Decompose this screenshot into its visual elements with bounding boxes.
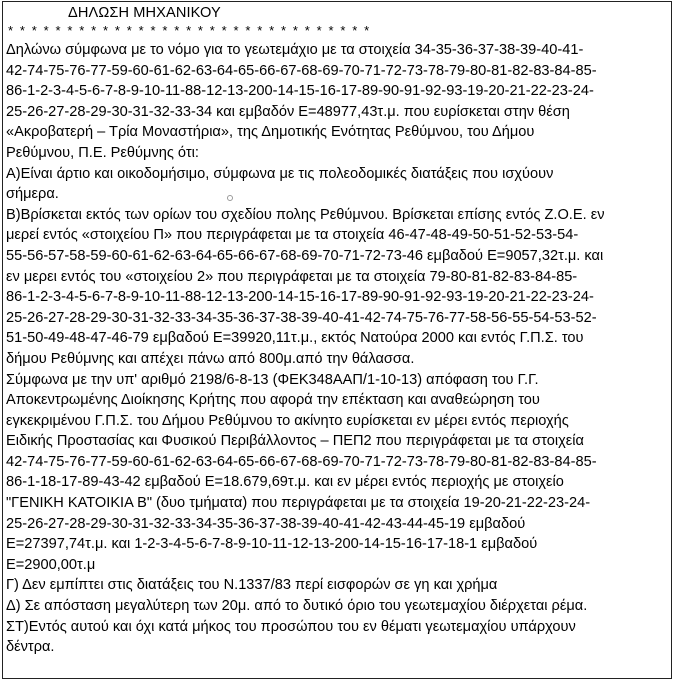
text-line: Σύμφωνα με την υπ' αριθμό 2198/6-8-13 (ΦΕΚ348ΑΑΠ/1-10-13) απόφαση του Γ.Γ. bbox=[6, 371, 539, 388]
text-line: Δηλώνω σύμφωνα με το νόμο για το γεωτεμάχιο με τα στοιχεία 34-35-36-37-38-39-40-41- bbox=[6, 42, 584, 58]
engineer-declaration-document bbox=[2, 1, 672, 679]
text-line: Ειδικής Προστασίας και Φυσικού Περιβάλλοντος – ΠΕΠ2 που περιγράφεται με τα στοιχεία bbox=[6, 433, 584, 450]
text-line: δήμου Ρεθύμνης και απέχει πάνω από 800μ.από την θάλασσα. bbox=[6, 350, 415, 367]
text-line: δέντρα. bbox=[6, 639, 55, 656]
star-separator: * * * * * * * * * * * * * * * * * * * * * * * * * * * * * * * bbox=[8, 23, 371, 38]
text-line: Ε=27397,74τ.μ. και 1-2-3-4-5-6-7-8-9-10-11-12-13-200-14-15-16-17-18-1 εμβαδού bbox=[6, 536, 538, 553]
text-line: μερεί εντός «στοιχείου Π» που περιγράφεται με τα στοιχεία 46-47-48-49-50-51-52-53-54- bbox=[6, 227, 579, 244]
text-line: Αποκεντρωμένης Διοίκησης Κρήτης που αφορά την επέκταση και αναθεώρηση του bbox=[6, 392, 540, 409]
document-title: ΔΗΛΩΣΗ ΜΗΧΑΝΙΚΟΥ bbox=[68, 5, 221, 21]
text-line: «Ακροβατερή – Τρία Μοναστήρια», της Δημοτικής Ενότητας Ρεθύμνου, του Δήμου bbox=[6, 124, 535, 141]
text-line: Α)Είναι άρτιο και οικοδομήσιμο, σύμφωνα με τις πολεοδομικές διατάξεις που ισχύουν bbox=[6, 165, 554, 182]
text-line: 25-26-27-28-29-30-31-32-33-34-35-36-37-38-39-40-41-42-43-44-45-19 εμβαδού bbox=[6, 515, 526, 532]
text-line: 86-1-18-17-89-43-42 εμβαδού Ε=18.679,69τ.μ. και εν μέρει εντός περιοχής με στοιχείο bbox=[6, 474, 564, 491]
text-line: εγκεκριμένου Γ.Π.Σ. του Δήμου Ρεθύμνου το ακίνητο ευρίσκεται εν μέρει εντός περιοχής bbox=[6, 412, 569, 429]
text-line: Ρεθύμνου, Π.Ε. Ρεθύμνης ότι: bbox=[6, 144, 199, 161]
text-line: 25-26-27-28-29-30-31-32-33-34 και εμβαδόν Ε=48977,43τ.μ. που ευρίσκεται στην θέση bbox=[6, 103, 570, 120]
text-line: Δ) Σε απόσταση μεγαλύτερη των 20μ. από το δυτικό όριο του γεωτεμαχίου διέρχεται ρέμα. bbox=[6, 598, 588, 615]
text-line: Ε=2900,00τ.μ bbox=[6, 556, 96, 573]
text-line: ΣΤ)Εντός αυτού και όχι κατά μήκος του προσώπου του εν θέματι γεωτεμαχίου υπάρχουν bbox=[6, 618, 576, 635]
declaration-body bbox=[6, 40, 669, 658]
text-line: 51-50-49-48-47-46-79 εμβαδού Ε=39920,11τ.μ., εκτός Νατούρα 2000 και εντός Γ.Π.Σ. του bbox=[6, 330, 584, 347]
text-line: "ΓΕΝΙΚΗ ΚΑΤΟΙΚΙΑ Β" (δυο τμήματα) που περιγράφεται με τα στοιχεία 19-20-21-22-23-24- bbox=[6, 495, 591, 512]
text-line: 86-1-2-3-4-5-6-7-8-9-10-11-88-12-13-200-14-15-16-17-89-90-91-92-93-19-20-21-22-23-24- bbox=[6, 289, 594, 306]
text-line: Β)Βρίσκεται εκτός των ορίων του σχεδίου πολης Ρεθύμνου. Βρίσκεται επίσης εντός Ζ.Ο.Ε. εν bbox=[6, 206, 605, 223]
text-line: 86-1-2-3-4-5-6-7-8-9-10-11-88-12-13-200-14-15-16-17-89-90-91-92-93-19-20-21-22-23-24- bbox=[6, 83, 594, 100]
text-line: εν μερει εντός του «στοιχείου 2» που περιγράφεται με τα στοιχεία 79-80-81-82-83-84-85- bbox=[6, 268, 578, 285]
text-line: 42-74-75-76-77-59-60-61-62-63-64-65-66-67-68-69-70-71-72-73-78-79-80-81-82-83-84-85- bbox=[6, 62, 597, 79]
text-line: 25-26-27-28-29-30-31-32-33-34-35-36-37-38-39-40-41-42-74-75-76-77-58-56-55-54-53-52- bbox=[6, 309, 597, 326]
text-line: Γ) Δεν εμπίπτει στις διατάξεις του Ν.1337/83 περί εισφορών σε γη και χρήμα bbox=[6, 577, 498, 594]
small-circle-mark bbox=[227, 195, 233, 201]
text-line: σήμερα. bbox=[6, 186, 59, 203]
text-line: 42-74-75-76-77-59-60-61-62-63-64-65-66-67-68-69-70-71-72-73-78-79-80-81-82-83-84-85- bbox=[6, 453, 597, 470]
text-line: 55-56-57-58-59-60-61-62-63-64-65-66-67-68-69-70-71-72-73-46 εμβαδού Ε=9057,32τ.μ. και bbox=[6, 247, 604, 264]
